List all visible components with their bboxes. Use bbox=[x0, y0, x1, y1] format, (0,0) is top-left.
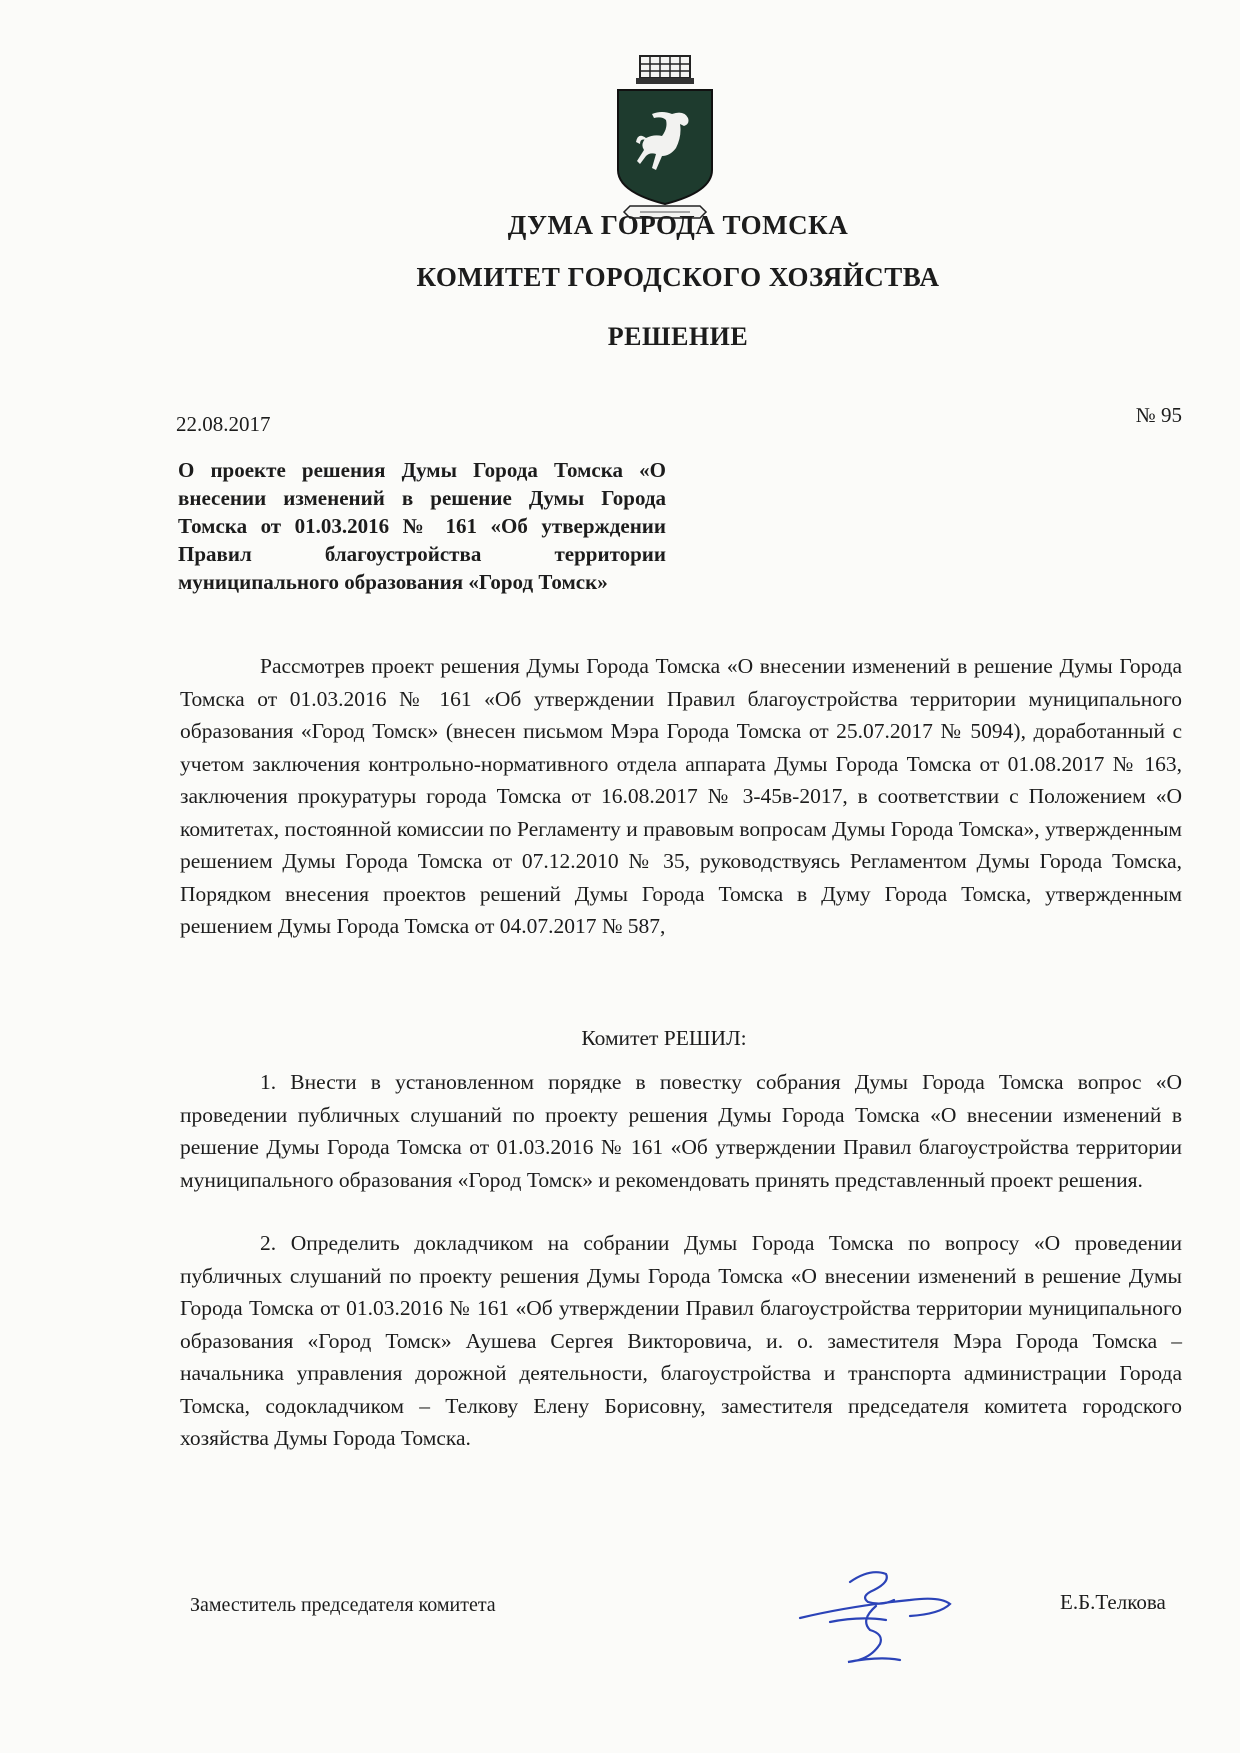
coat-of-arms-emblem bbox=[610, 52, 720, 220]
signatory-name: Е.Б.Телкова bbox=[1060, 1590, 1166, 1614]
org-title: ДУМА ГОРОДА ТОМСКА bbox=[507, 210, 849, 240]
decision-item-1: 1. Внести в установленном порядке в повестку собрания Думы Города Томска вопрос «О проведении публичных слушаний по проекту решения Думы Города Томска «О внесении изменений в решение Думы Города Томска от 01.03.2016 № 161 «Об утверждении Правил благоустройства территории муниципального образования «Город Томск» и рекомендовать принять представленный проект решения. bbox=[180, 1070, 1182, 1192]
crown-icon bbox=[636, 56, 694, 84]
preamble-paragraph: Рассмотрев проект решения Думы Города Томска «О внесении изменений в решение Думы Города Томска от 01.03.2016 № 161 «Об утверждении Правил благоустройства территории муниципального образования «Город Томск» (внесен письмом Мэра Города Томска от 25.07.2017 № 5094), доработанный с учетом заключения контрольно-нормативного отдела аппарата Думы Города Томска от 01.08.2017 № 163, заключения прокуратуры города Томска от 16.08.2017 № 3-45в-2017, в соответствии с Положением «О комитетах, постоянной комиссии по Регламенту и правовым вопросам Думы Города Томска», утвержденным решением Думы Города Томска от 07.12.2010 № 35, руководствуясь Регламентом Думы Города Томска, Порядком внесения проектов решений Думы Города Томска в Думу Города Томска, утвержденным решением Думы Города Томска от 04.07.2017 № 587, bbox=[180, 654, 1182, 938]
handwritten-signature bbox=[790, 1560, 960, 1670]
document-subject: О проекте решения Думы Города Томска «О внесении изменений в решение Думы Города Томска от 01.03.2016 № 161 «Об утверждении Правил благоустройства территории муниципального образования «Город Томск» bbox=[178, 458, 666, 594]
document-number: № 95 bbox=[1135, 403, 1182, 427]
document-date: 22.08.2017 bbox=[176, 412, 271, 436]
document-type: РЕШЕНИЕ bbox=[607, 322, 749, 351]
decision-heading: Комитет РЕШИЛ: bbox=[581, 1026, 747, 1050]
committee-title: КОМИТЕТ ГОРОДСКОГО ХОЗЯЙСТВА bbox=[416, 262, 940, 292]
signatory-title: Заместитель председателя комитета bbox=[190, 1594, 496, 1616]
decision-item-2: 2. Определить докладчиком на собрании Думы Города Томска по вопросу «О проведении публичных слушаний по проекту решения Думы Города Томска «О внесении изменений в решение Думы Города Томска от 01.03.2016 № 161 «Об утверждении Правил благоустройства территории муниципального образования «Город Томск» Аушева Сергея Викторовича, и. о. заместителя Мэра Города Томска – начальника управления дорожной деятельности, благоустройства и транспорта администрации Города Томска, содокладчиком – Телкову Елену Борисовну, заместителя председателя комитета городского хозяйства Думы Города Томска. bbox=[180, 1231, 1182, 1450]
